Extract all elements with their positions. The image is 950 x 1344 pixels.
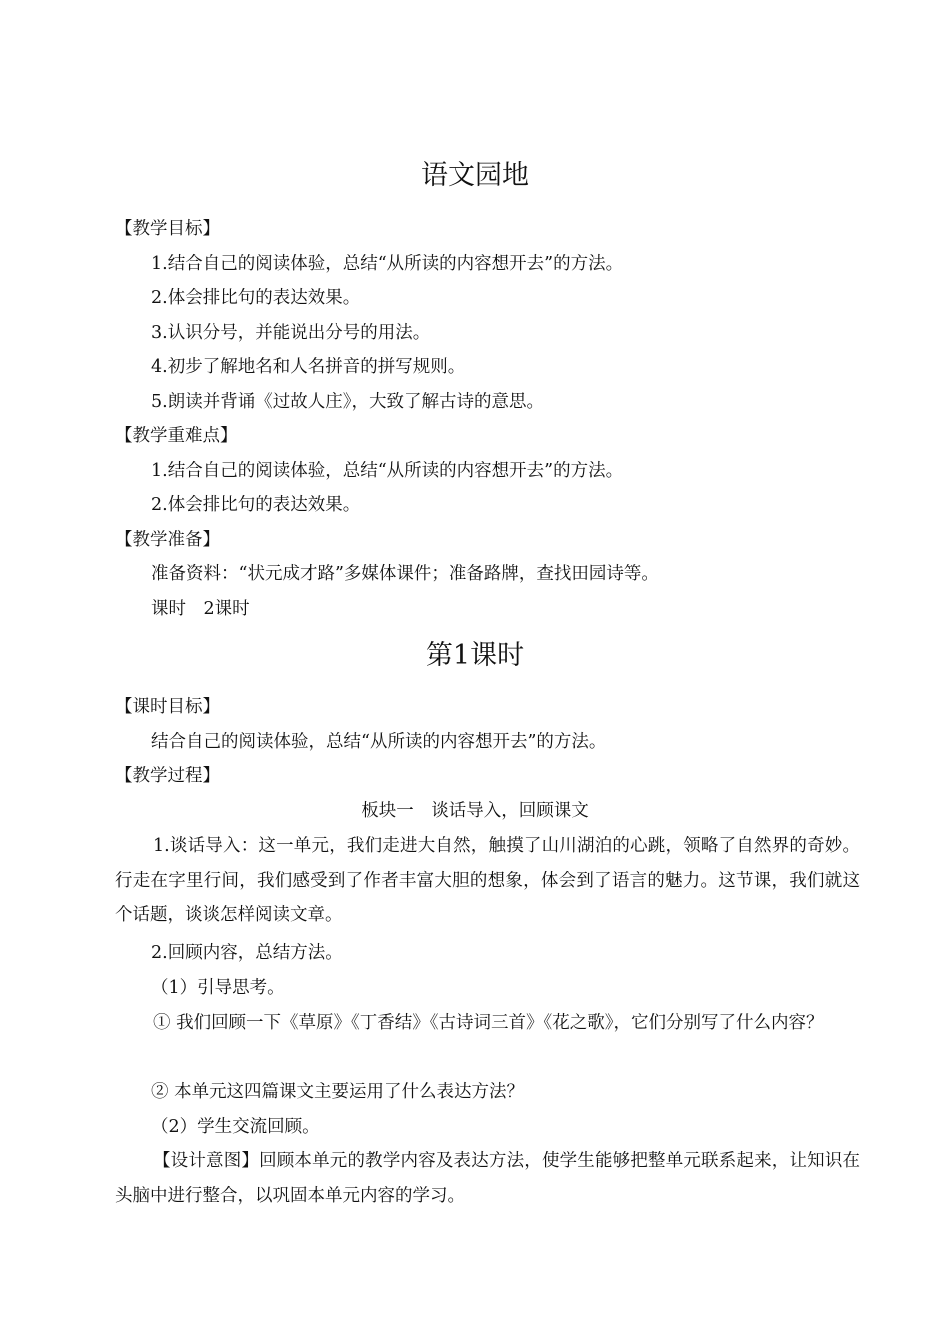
block-title: 板块一 谈话导入，回顾课文: [361, 801, 589, 821]
objectives-heading: 【教学目标】: [115, 219, 220, 239]
key-point-item: 2.体会排比句的表达效果。: [151, 495, 361, 515]
preparation-heading: 【教学准备】: [115, 530, 220, 550]
lesson-goal-text: 结合自己的阅读体验，总结“从所读的内容想开去”的方法。: [151, 732, 607, 752]
preparation-text: 准备资料：“状元成才路”多媒体课件；准备路牌，查找田园诗等。: [151, 564, 659, 584]
periods-text: 课时 2课时: [151, 599, 250, 619]
paragraph-exchange: （2）学生交流回顾。: [151, 1117, 320, 1137]
lesson-goal-heading: 【课时目标】: [115, 697, 220, 717]
objective-item: 5.朗读并背诵《过故人庄》，大致了解古诗的意思。: [151, 392, 544, 412]
objective-item: 3.认识分号，并能说出分号的用法。: [151, 323, 431, 343]
paragraph-question-2: ② 本单元这四篇课文主要运用了什么表达方法？: [151, 1082, 525, 1102]
paragraph-review: 2.回顾内容，总结方法。: [151, 943, 343, 963]
key-point-item: 1.结合自己的阅读体验，总结“从所读的内容想开去”的方法。: [151, 461, 624, 481]
objective-item: 2.体会排比句的表达效果。: [151, 288, 361, 308]
lesson-title: 第1课时: [425, 640, 525, 671]
objective-item: 1.结合自己的阅读体验，总结“从所读的内容想开去”的方法。: [151, 254, 624, 274]
paragraph-intro: 1.谈话导入：这一单元，我们走进大自然，触摸了山川湖泊的心跳，领略了自然界的奇妙。行走在字里行间，我们感受到了作者丰富大胆的想象，体会到了语言的魅力。这节课，我们就这个话题，谈谈怎样阅读文章。: [115, 836, 860, 925]
paragraph-guide: （1）引导思考。: [151, 978, 285, 998]
design-intent: 【设计意图】回顾本单元的教学内容及表达方法，使学生能够把整单元联系起来，让知识在头脑中进行整合，以巩固本单元内容的学习。: [115, 1151, 860, 1206]
objective-item: 4.初步了解地名和人名拼音的拼写规则。: [151, 357, 466, 377]
key-points-heading: 【教学重难点】: [115, 426, 238, 446]
process-heading: 【教学过程】: [115, 766, 220, 786]
paragraph-question-1: ① 我们回顾一下《草原》《丁香结》《古诗词三首》《花之歌》，它们分别写了什么内容？: [153, 1013, 824, 1033]
page-title: 语文园地: [421, 160, 529, 191]
